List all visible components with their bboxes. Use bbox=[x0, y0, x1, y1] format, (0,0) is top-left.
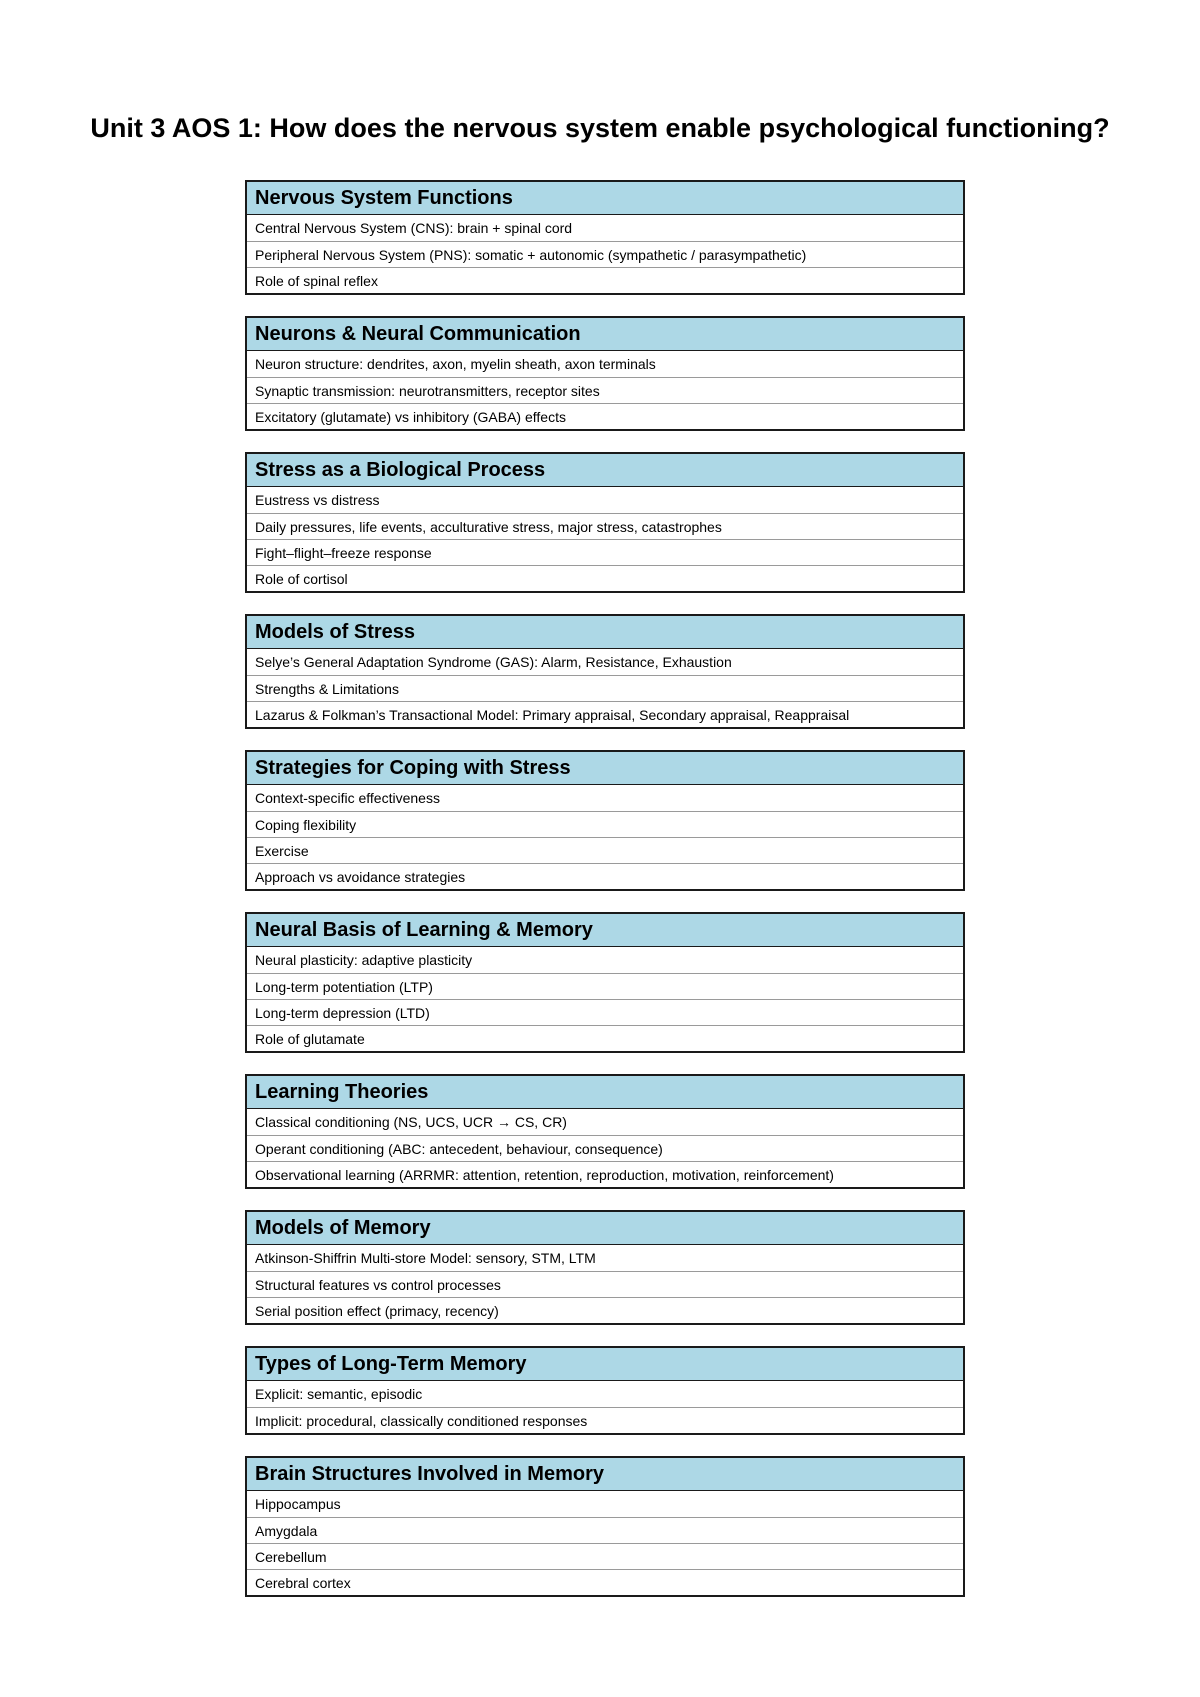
section-item: Long-term depression (LTD) bbox=[247, 999, 963, 1025]
section-item: Fight–flight–freeze response bbox=[247, 539, 963, 565]
section-table bbox=[245, 614, 965, 729]
section-table bbox=[245, 1210, 965, 1325]
section-heading: Strategies for Coping with Stress bbox=[247, 752, 963, 785]
section-items bbox=[247, 487, 963, 591]
section-item: Role of cortisol bbox=[247, 565, 963, 591]
section-heading: Neurons & Neural Communication bbox=[247, 318, 963, 351]
section-item: Approach vs avoidance strategies bbox=[247, 863, 963, 889]
section-table bbox=[245, 316, 965, 431]
section-heading: Stress as a Biological Process bbox=[247, 454, 963, 487]
section-items bbox=[247, 1245, 963, 1323]
section-table bbox=[245, 750, 965, 891]
section-item: Excitatory (glutamate) vs inhibitory (GABA) effects bbox=[247, 403, 963, 429]
section-item: Neural plasticity: adaptive plasticity bbox=[255, 952, 473, 968]
section-heading: Brain Structures Involved in Memory bbox=[247, 1458, 963, 1491]
section-item: Cerebellum bbox=[247, 1543, 963, 1569]
section-item: Observational learning (ARRMR: attention, retention, reproduction, motivation, reinforcement) bbox=[247, 1161, 963, 1187]
section-items bbox=[247, 947, 963, 1051]
section-table bbox=[245, 180, 965, 295]
section-item: Role of glutamate bbox=[247, 1025, 963, 1051]
section-item: Atkinson-Shiffrin Multi-store Model: sensory, STM, LTM bbox=[255, 1250, 596, 1266]
section-item: Cerebral cortex bbox=[247, 1569, 963, 1595]
section-item: Neuron structure: dendrites, axon, myelin sheath, axon terminals bbox=[255, 356, 656, 372]
section-item: Context-specific effectiveness bbox=[255, 790, 440, 806]
section-item: Exercise bbox=[247, 837, 963, 863]
section-item: Operant conditioning (ABC: antecedent, behaviour, consequence) bbox=[247, 1135, 963, 1161]
section-item: Strengths & Limitations bbox=[247, 675, 963, 701]
section-item: Implicit: procedural, classically conditioned responses bbox=[247, 1407, 963, 1433]
section-item: Structural features vs control processes bbox=[247, 1271, 963, 1297]
section-heading: Models of Stress bbox=[247, 616, 963, 649]
section-table bbox=[245, 1346, 965, 1435]
section-table bbox=[245, 1456, 965, 1597]
section-heading: Neural Basis of Learning & Memory bbox=[247, 914, 963, 947]
section-heading: Types of Long-Term Memory bbox=[247, 1348, 963, 1381]
page-title: Unit 3 AOS 1: How does the nervous system enable psychological functioning? bbox=[90, 113, 1110, 143]
section-item: Daily pressures, life events, acculturative stress, major stress, catastrophes bbox=[247, 513, 963, 539]
section-item: Hippocampus bbox=[255, 1496, 341, 1512]
section-heading: Learning Theories bbox=[247, 1076, 963, 1109]
section-item: Synaptic transmission: neurotransmitters, receptor sites bbox=[247, 377, 963, 403]
section-item: Amygdala bbox=[247, 1517, 963, 1543]
section-item: Coping flexibility bbox=[247, 811, 963, 837]
section-items bbox=[247, 351, 963, 429]
section-item: Peripheral Nervous System (PNS): somatic + autonomic (sympathetic / parasympathetic) bbox=[247, 241, 963, 267]
section-heading: Nervous System Functions bbox=[247, 182, 963, 215]
section-items bbox=[247, 649, 963, 727]
section-item: Long-term potentiation (LTP) bbox=[247, 973, 963, 999]
section-items bbox=[247, 785, 963, 889]
section-item: Eustress vs distress bbox=[255, 492, 380, 508]
section-item: Lazarus & Folkman’s Transactional Model: Primary appraisal, Secondary appraisal, Reappraisal bbox=[247, 701, 963, 727]
section-items bbox=[247, 215, 963, 293]
section-items bbox=[247, 1109, 963, 1187]
section-items bbox=[247, 1381, 963, 1433]
section-item: Serial position effect (primacy, recency) bbox=[247, 1297, 963, 1323]
section-items bbox=[247, 1491, 963, 1595]
section-item: Classical conditioning (NS, UCS, UCR → CS, CR) bbox=[255, 1114, 567, 1130]
section-table bbox=[245, 1074, 965, 1189]
topic-sections bbox=[245, 180, 965, 1618]
section-item: Explicit: semantic, episodic bbox=[255, 1386, 423, 1402]
section-item: Role of spinal reflex bbox=[247, 267, 963, 293]
section-table bbox=[245, 452, 965, 593]
section-item: Selye’s General Adaptation Syndrome (GAS): Alarm, Resistance, Exhaustion bbox=[255, 654, 732, 670]
section-heading: Models of Memory bbox=[247, 1212, 963, 1245]
section-table bbox=[245, 912, 965, 1053]
section-item: Central Nervous System (CNS): brain + spinal cord bbox=[255, 220, 573, 236]
